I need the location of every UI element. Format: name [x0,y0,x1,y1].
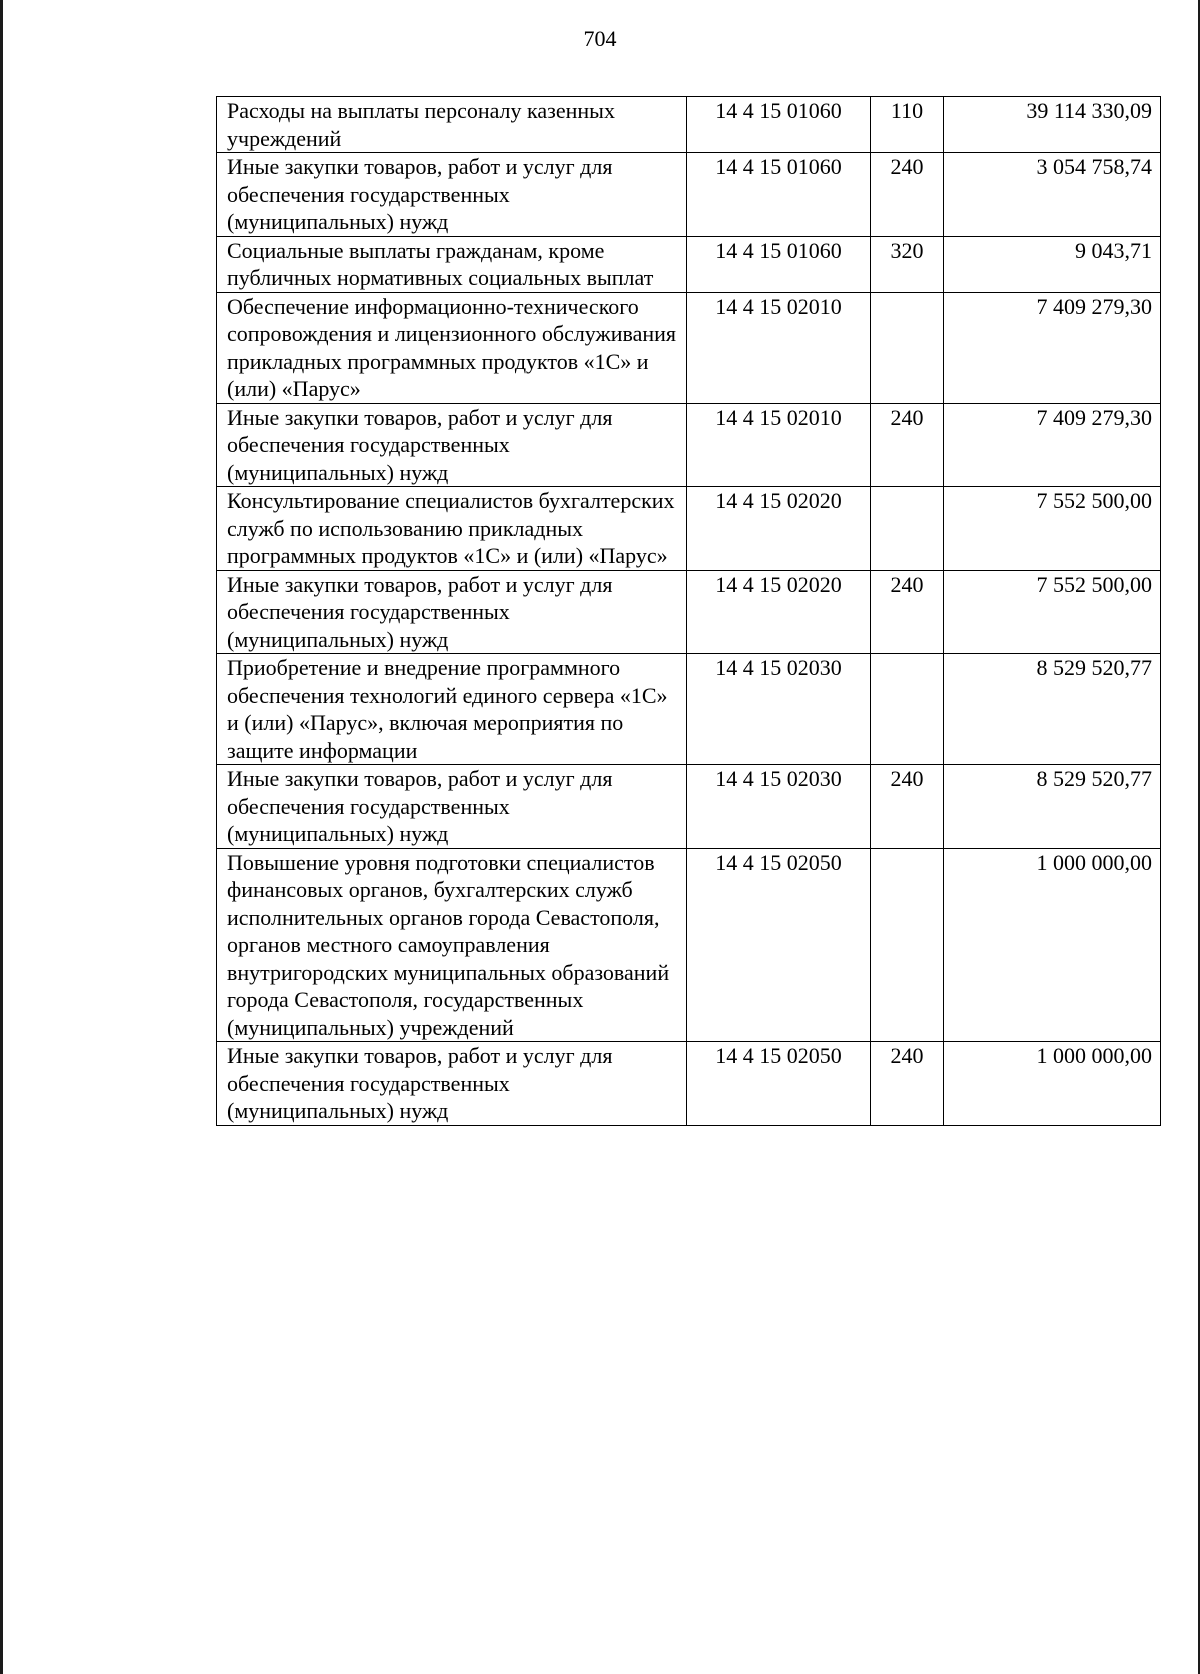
amount-cell: 7 409 279,30 [944,403,1161,487]
expense-name-cell: Расходы на выплаты персоналу казенных учреждений [217,97,687,153]
target-code-cell: 14 4 15 02010 [687,292,871,403]
target-code-cell: 14 4 15 02030 [687,654,871,765]
expense-name-cell: Обеспечение информационно-технического сопровождения и лицензионного обслуживания прикладных программных продуктов «1С» и (или) «Парус» [217,292,687,403]
amount-cell: 7 409 279,30 [944,292,1161,403]
amount-cell: 9 043,71 [944,236,1161,292]
expense-name-cell: Иные закупки товаров, работ и услуг для обеспечения государственных (муниципальных) нужд [217,1042,687,1126]
amount-cell: 8 529 520,77 [944,654,1161,765]
page-number: 704 [583,26,617,51]
expense-type-cell: 320 [871,236,944,292]
expense-type-cell: 240 [871,765,944,849]
expense-name-cell: Повышение уровня подготовки специалистов финансовых органов, бухгалтерских служб исполнительных органов города Севастополя, органов местного самоуправления внутригородских муниципальных образований города Севастополя, государственных (муниципальных) учреждений [217,848,687,1042]
table-row [217,292,1161,403]
expense-name-cell: Приобретение и внедрение программного обеспечения технологий единого сервера «1С» и (или) «Парус», включая мероприятия по защите информации [217,654,687,765]
table-row [217,487,1161,571]
target-code-cell: 14 4 15 02030 [687,765,871,849]
budget-table [216,96,1161,1126]
amount-cell: 7 552 500,00 [944,570,1161,654]
target-code-cell: 14 4 15 02020 [687,487,871,571]
amount-cell: 3 054 758,74 [944,153,1161,237]
target-code-cell: 14 4 15 01060 [687,97,871,153]
expense-name-cell: Иные закупки товаров, работ и услуг для обеспечения государственных (муниципальных) нужд [217,765,687,849]
expense-name-cell: Социальные выплаты гражданам, кроме публичных нормативных социальных выплат [217,236,687,292]
expense-type-cell [871,848,944,1042]
target-code-cell: 14 4 15 01060 [687,153,871,237]
table-row [217,570,1161,654]
expense-type-cell [871,487,944,571]
scan-edge-left [0,0,3,1674]
amount-cell: 7 552 500,00 [944,487,1161,571]
table-row [217,153,1161,237]
target-code-cell: 14 4 15 02050 [687,1042,871,1126]
expense-type-cell [871,292,944,403]
expense-type-cell: 240 [871,1042,944,1126]
expense-name-cell: Иные закупки товаров, работ и услуг для обеспечения государственных (муниципальных) нужд [217,403,687,487]
target-code-cell: 14 4 15 02020 [687,570,871,654]
expense-name-cell: Иные закупки товаров, работ и услуг для обеспечения государственных (муниципальных) нужд [217,153,687,237]
target-code-cell: 14 4 15 01060 [687,236,871,292]
amount-cell: 39 114 330,09 [944,97,1161,153]
expense-name-cell: Консультирование специалистов бухгалтерских служб по использованию прикладных программных продуктов «1С» и (или) «Парус» [217,487,687,571]
table-row [217,403,1161,487]
table-row [217,1042,1161,1126]
amount-cell: 1 000 000,00 [944,1042,1161,1126]
table-row [217,848,1161,1042]
target-code-cell: 14 4 15 02010 [687,403,871,487]
expense-type-cell [871,654,944,765]
table-row [217,236,1161,292]
expense-type-cell: 110 [871,97,944,153]
target-code-cell: 14 4 15 02050 [687,848,871,1042]
expense-name-cell: Иные закупки товаров, работ и услуг для обеспечения государственных (муниципальных) нужд [217,570,687,654]
expense-type-cell: 240 [871,153,944,237]
amount-cell: 8 529 520,77 [944,765,1161,849]
table-row [217,97,1161,153]
amount-cell: 1 000 000,00 [944,848,1161,1042]
expense-type-cell: 240 [871,570,944,654]
expense-type-cell: 240 [871,403,944,487]
table-row [217,765,1161,849]
table-row [217,654,1161,765]
